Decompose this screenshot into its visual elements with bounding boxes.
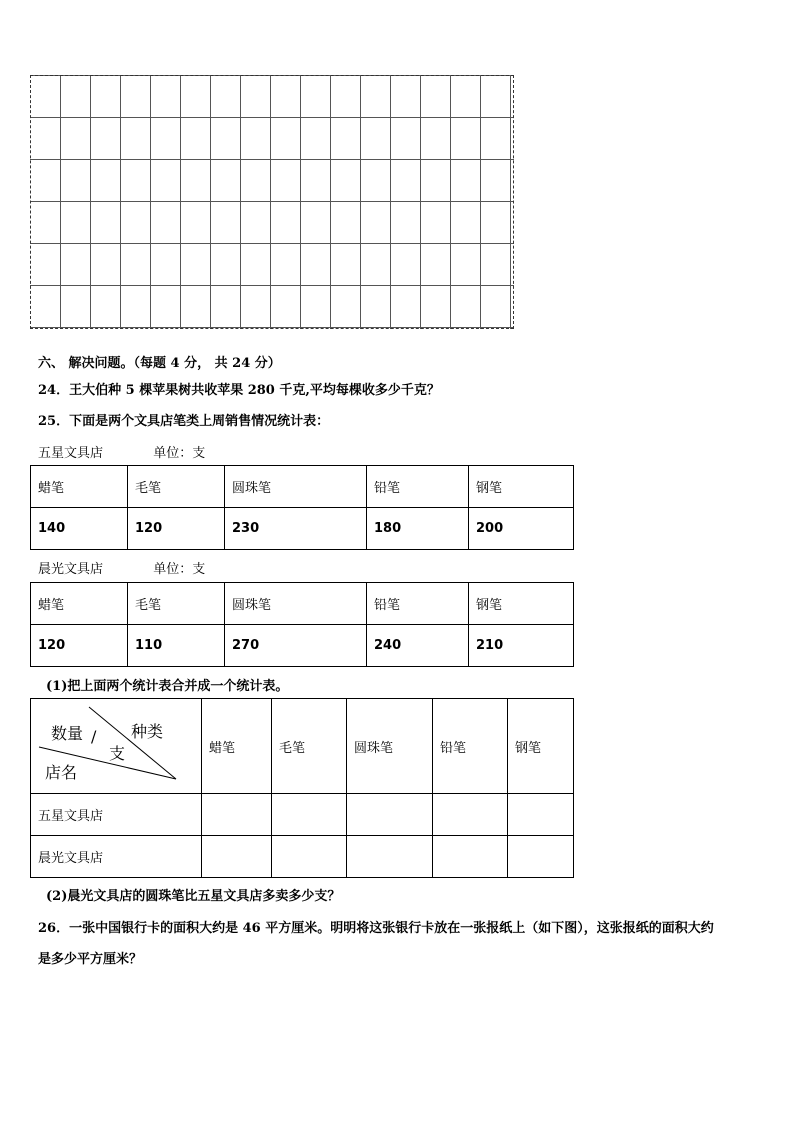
empty-cell xyxy=(272,794,347,836)
merged-table xyxy=(30,698,574,878)
value-cell: 120 xyxy=(31,625,128,667)
header-cell: 毛笔 xyxy=(128,583,225,625)
question-24: 24．王大伯种 5 棵苹果树共收苹果 280 千克,平均每棵收多少千克？ xyxy=(38,383,440,398)
header-cell: 钢笔 xyxy=(508,699,574,794)
store2-unit: 单位：支 xyxy=(153,562,206,577)
empty-cell xyxy=(508,836,574,878)
header-cell: 钢笔 xyxy=(469,583,574,625)
row-label: 晨光文具店 xyxy=(31,836,202,878)
header-cell: 圆珠笔 xyxy=(347,699,433,794)
diag-label-unit: 支 xyxy=(109,744,126,763)
header-cell: 圆珠笔 xyxy=(225,466,367,508)
value-cell: 270 xyxy=(225,625,367,667)
empty-cell xyxy=(347,836,433,878)
empty-cell xyxy=(433,794,508,836)
diag-label-quantity: 数量 xyxy=(51,724,84,743)
empty-cell xyxy=(202,836,272,878)
section-heading: 六、 解决问题。（每题 4 分， 共 24 分） xyxy=(38,356,281,371)
value-cell: 140 xyxy=(31,508,128,550)
store2-table xyxy=(30,582,574,667)
empty-cell xyxy=(433,836,508,878)
header-cell: 蜡笔 xyxy=(202,699,272,794)
question-25-part2: (2)晨光文具店的圆珠笔比五星文具店多卖多少支？ xyxy=(46,889,341,904)
store1-table xyxy=(30,465,574,550)
table-row xyxy=(31,508,574,550)
value-cell: 240 xyxy=(367,625,469,667)
table-row xyxy=(31,466,574,508)
question-26-line2: 是多少平方厘米？ xyxy=(38,952,143,967)
store2-caption xyxy=(38,558,205,577)
store1-caption xyxy=(38,442,205,461)
value-cell: 230 xyxy=(225,508,367,550)
store1-name: 五星文具店 xyxy=(38,446,104,461)
writing-grid xyxy=(30,75,514,329)
table-row xyxy=(31,836,574,878)
header-cell: 蜡笔 xyxy=(31,583,128,625)
store2-name: 晨光文具店 xyxy=(38,562,104,577)
value-cell: 110 xyxy=(128,625,225,667)
table-row xyxy=(31,794,574,836)
diagonal-header-cell xyxy=(31,699,202,794)
store1-unit: 单位：支 xyxy=(153,446,206,461)
header-cell: 毛笔 xyxy=(128,466,225,508)
header-cell: 蜡笔 xyxy=(31,466,128,508)
question-25-intro: 25．下面是两个文具店笔类上周销售情况统计表： xyxy=(38,414,330,429)
header-cell: 铅笔 xyxy=(367,583,469,625)
value-cell: 210 xyxy=(469,625,574,667)
header-cell: 圆珠笔 xyxy=(225,583,367,625)
question-26-line1: 26．一张中国银行卡的面积大约是 46 平方厘米。明明将这张银行卡放在一张报纸上（如下图），这张报纸的面积大约 xyxy=(38,921,714,936)
value-cell: 200 xyxy=(469,508,574,550)
header-cell: 铅笔 xyxy=(433,699,508,794)
table-row xyxy=(31,699,574,794)
header-cell: 钢笔 xyxy=(469,466,574,508)
table-row xyxy=(31,625,574,667)
diag-label-type: 种类 xyxy=(131,722,164,741)
empty-cell xyxy=(202,794,272,836)
diag-label-store: 店名 xyxy=(45,763,78,782)
empty-cell xyxy=(272,836,347,878)
empty-cell xyxy=(347,794,433,836)
table-row xyxy=(31,583,574,625)
value-cell: 180 xyxy=(367,508,469,550)
row-label: 五星文具店 xyxy=(31,794,202,836)
value-cell: 120 xyxy=(128,508,225,550)
empty-cell xyxy=(508,794,574,836)
question-25-part1: (1)把上面两个统计表合并成一个统计表。 xyxy=(46,679,289,694)
header-cell: 铅笔 xyxy=(367,466,469,508)
diag-label-slash: / xyxy=(91,727,97,746)
header-cell: 毛笔 xyxy=(272,699,347,794)
